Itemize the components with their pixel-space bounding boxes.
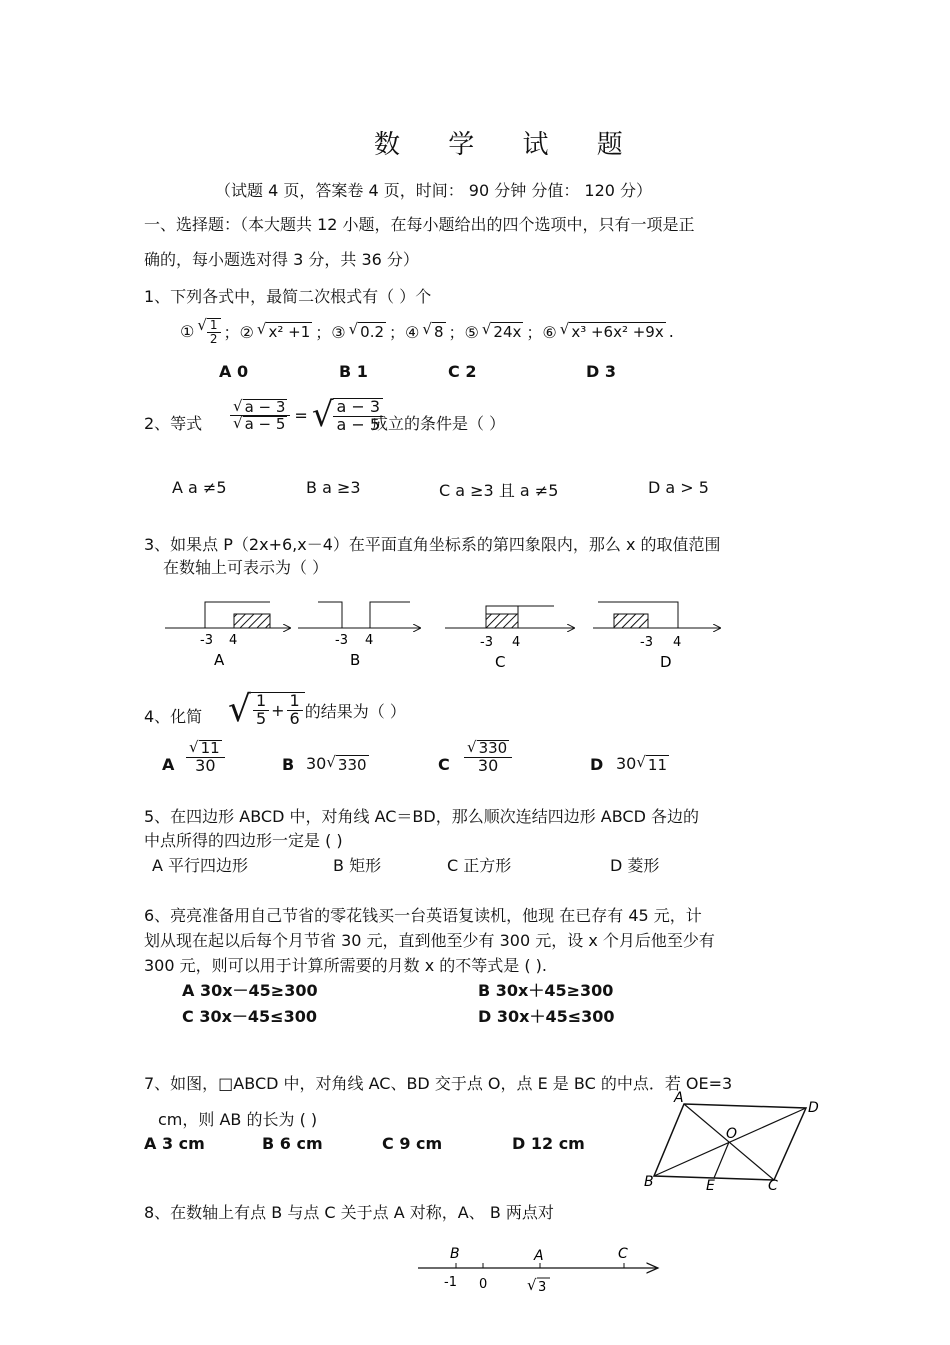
q5-line1: 5、在四边形 ABCD 中，对角线 AC＝BD，那么顺次连结四边形 ABCD 各边的: [144, 807, 700, 826]
q2-option-d: D a > 5: [648, 478, 709, 497]
q7-label-o: O: [726, 1126, 738, 1142]
q1-radical-4: √ 8: [422, 320, 444, 342]
q7-label-d: D: [808, 1100, 819, 1116]
q3-c-label: C: [495, 653, 506, 671]
q2-prefix: 2、等式: [144, 414, 203, 433]
q8-point-a: A: [534, 1248, 544, 1264]
q3-option-a-figure: [165, 602, 290, 669]
q8-tick-neg1: -1: [444, 1275, 457, 1290]
q4-option-b-label: B: [282, 755, 295, 774]
q5-option-c: C 正方形: [447, 856, 512, 875]
q3-b-label: B: [350, 651, 361, 669]
q2-equals: =: [294, 406, 308, 426]
q4-suffix: 的结果为（ ）: [304, 701, 406, 721]
page-title: 数 学 试 题: [374, 130, 643, 160]
q3-d-label: D: [660, 653, 672, 671]
q3-d-tick-neg3: -3: [640, 635, 653, 650]
q7-line1: 7、如图，□ABCD 中，对角线 AC、BD 交于点 O，点 E 是 BC 的中点．若 OE=3: [144, 1074, 733, 1093]
section-header-line1: 一、选择题：（本大题共 12 小题，在每小题给出的四个选项中，只有一项是正: [144, 215, 695, 234]
q1-radical-2: √ x² +1: [256, 320, 311, 342]
q6-line2: 划从现在起以后每个月节省 30 元，直到他至少有 300 元，设 x 个月后他至少有: [144, 931, 715, 950]
q4-prefix: 4、化简: [144, 707, 203, 726]
q3-line2: 在数轴上可表示为（ ）: [163, 558, 329, 577]
q7-option-b: B 6 cm: [262, 1134, 323, 1153]
q2-suffix: 成立的条件是（ ）: [372, 414, 506, 433]
q3-line1: 3、如果点 P（2x+6,x－4）在平面直角坐标系的第四象限内，那么 x 的取值范围: [144, 535, 721, 554]
q4-option-a-label: A: [162, 755, 175, 774]
q2-rhs: √ $\frac{a - 3}{a - 5}$: [312, 398, 383, 434]
q2-lhs: √ a − 3 √ a − 5: [230, 398, 290, 433]
q1-option-c: C 2: [448, 362, 477, 381]
q1-radical-1: √ $\frac{1}{2}$: [197, 318, 220, 345]
q1-radical-3: √ 0.2: [348, 320, 385, 342]
q3-b-tick-neg3: -3: [335, 633, 348, 648]
q6-option-a: A 30x－45≥300: [182, 981, 318, 1000]
q3-a-tick-4: 4: [229, 633, 238, 648]
q4-option-a-value: √ 11 30: [186, 740, 225, 775]
q7-label-b: B: [644, 1174, 654, 1190]
q1-option-b: B 1: [339, 362, 368, 381]
q3-option-d-figure: [593, 602, 720, 671]
q8-sqrt-symbol: √: [527, 1276, 537, 1294]
q7-label-c: C: [768, 1178, 778, 1194]
q1-item-6: ；⑥: [526, 323, 557, 343]
q8-point-b: B: [450, 1246, 460, 1262]
q6-option-d: D 30x＋45≤300: [478, 1007, 615, 1026]
q5-line2: 中点所得的四边形一定是 ( ): [144, 831, 343, 850]
q3-a-tick-neg3: -3: [200, 633, 213, 648]
q5-option-a: A 平行四边形: [152, 856, 249, 875]
q1-item-5: ；⑤: [448, 323, 479, 343]
q6-line1: 6、亮亮准备用自己节省的零花钱买一台英语复读机，他现 在已存有 45 元，计: [144, 906, 702, 925]
section-header-line2: 确的，每小题选对得 3 分，共 36 分）: [144, 250, 419, 269]
q7-option-a: A 3 cm: [144, 1134, 205, 1153]
q2-equation: [230, 395, 383, 435]
q2-option-c: C a ≥3 且 a ≠5: [439, 481, 559, 500]
q3-a-label: A: [214, 651, 225, 669]
q2-option-a: A a ≠5: [172, 478, 227, 497]
q3-c-tick-4: 4: [512, 635, 521, 650]
q7-line2: cm，则 AB 的长为 ( ): [158, 1110, 318, 1129]
q5-option-b: B 矩形: [333, 856, 382, 875]
q7-option-d: D 12 cm: [512, 1134, 585, 1153]
q7-label-e: E: [706, 1178, 715, 1194]
q1-radical-list: [180, 318, 674, 345]
q7-option-c: C 9 cm: [382, 1134, 443, 1153]
q3-option-c-figure: [445, 606, 574, 671]
q4-option-b-value: 30 √ 330: [306, 753, 367, 774]
q4-option-c-value: √ 330 30: [464, 740, 512, 775]
q5-option-d: D 菱形: [610, 856, 660, 875]
q1-item-3: ；③: [315, 323, 346, 343]
q2-option-b: B a ≥3: [306, 478, 361, 497]
q3-b-tick-4: 4: [365, 633, 374, 648]
q1-option-a: A 0: [219, 362, 249, 381]
q3-c-tick-neg3: -3: [480, 635, 493, 650]
q8-sqrt-value: 3: [538, 1280, 547, 1295]
q1-radical-6: √ x³ +6x² +9x: [559, 320, 664, 342]
q4-expression: √ $\frac{1}{5}$ + $\frac{1}{6}$ 的结果为（ ）: [228, 689, 406, 730]
q4-option-d-value: 30 √ 11: [616, 753, 668, 774]
q7-label-a: A: [674, 1090, 684, 1106]
q8-point-c: C: [618, 1246, 628, 1262]
q1-item-2: ；②: [223, 323, 254, 343]
q6-option-c: C 30x－45≤300: [182, 1007, 317, 1026]
q3-number-lines: [150, 590, 740, 675]
q4-option-c-label: C: [438, 755, 450, 774]
q1-item-4: ；④: [389, 323, 420, 343]
q7-parallelogram-figure: [636, 1090, 836, 1195]
q3-d-tick-4: 4: [673, 635, 682, 650]
q4-option-d-label: D: [590, 755, 604, 774]
q1-item-1: ①: [180, 322, 195, 342]
exam-info: （试题 4 页，答案卷 4 页，时间： 90 分钟 分值： 120 分）: [215, 181, 653, 200]
q1-item-end: .: [668, 322, 674, 342]
q6-line3: 300 元，则可以用于计算所需要的月数 x 的不等式是 ( ).: [144, 956, 548, 975]
q8-number-line: [410, 1238, 670, 1298]
q3-option-b-figure: [298, 602, 420, 669]
q6-option-b: B 30x＋45≥300: [478, 981, 614, 1000]
q1-option-d: D 3: [586, 362, 616, 381]
q1-radical-5: √ 24x: [481, 320, 522, 342]
q1-stem: 1、下列各式中，最简二次根式有（ ）个: [144, 287, 432, 306]
q8-line1: 8、在数轴上有点 B 与点 C 关于点 A 对称，A、 B 两点对: [144, 1203, 554, 1222]
q8-tick-0: 0: [479, 1277, 488, 1292]
